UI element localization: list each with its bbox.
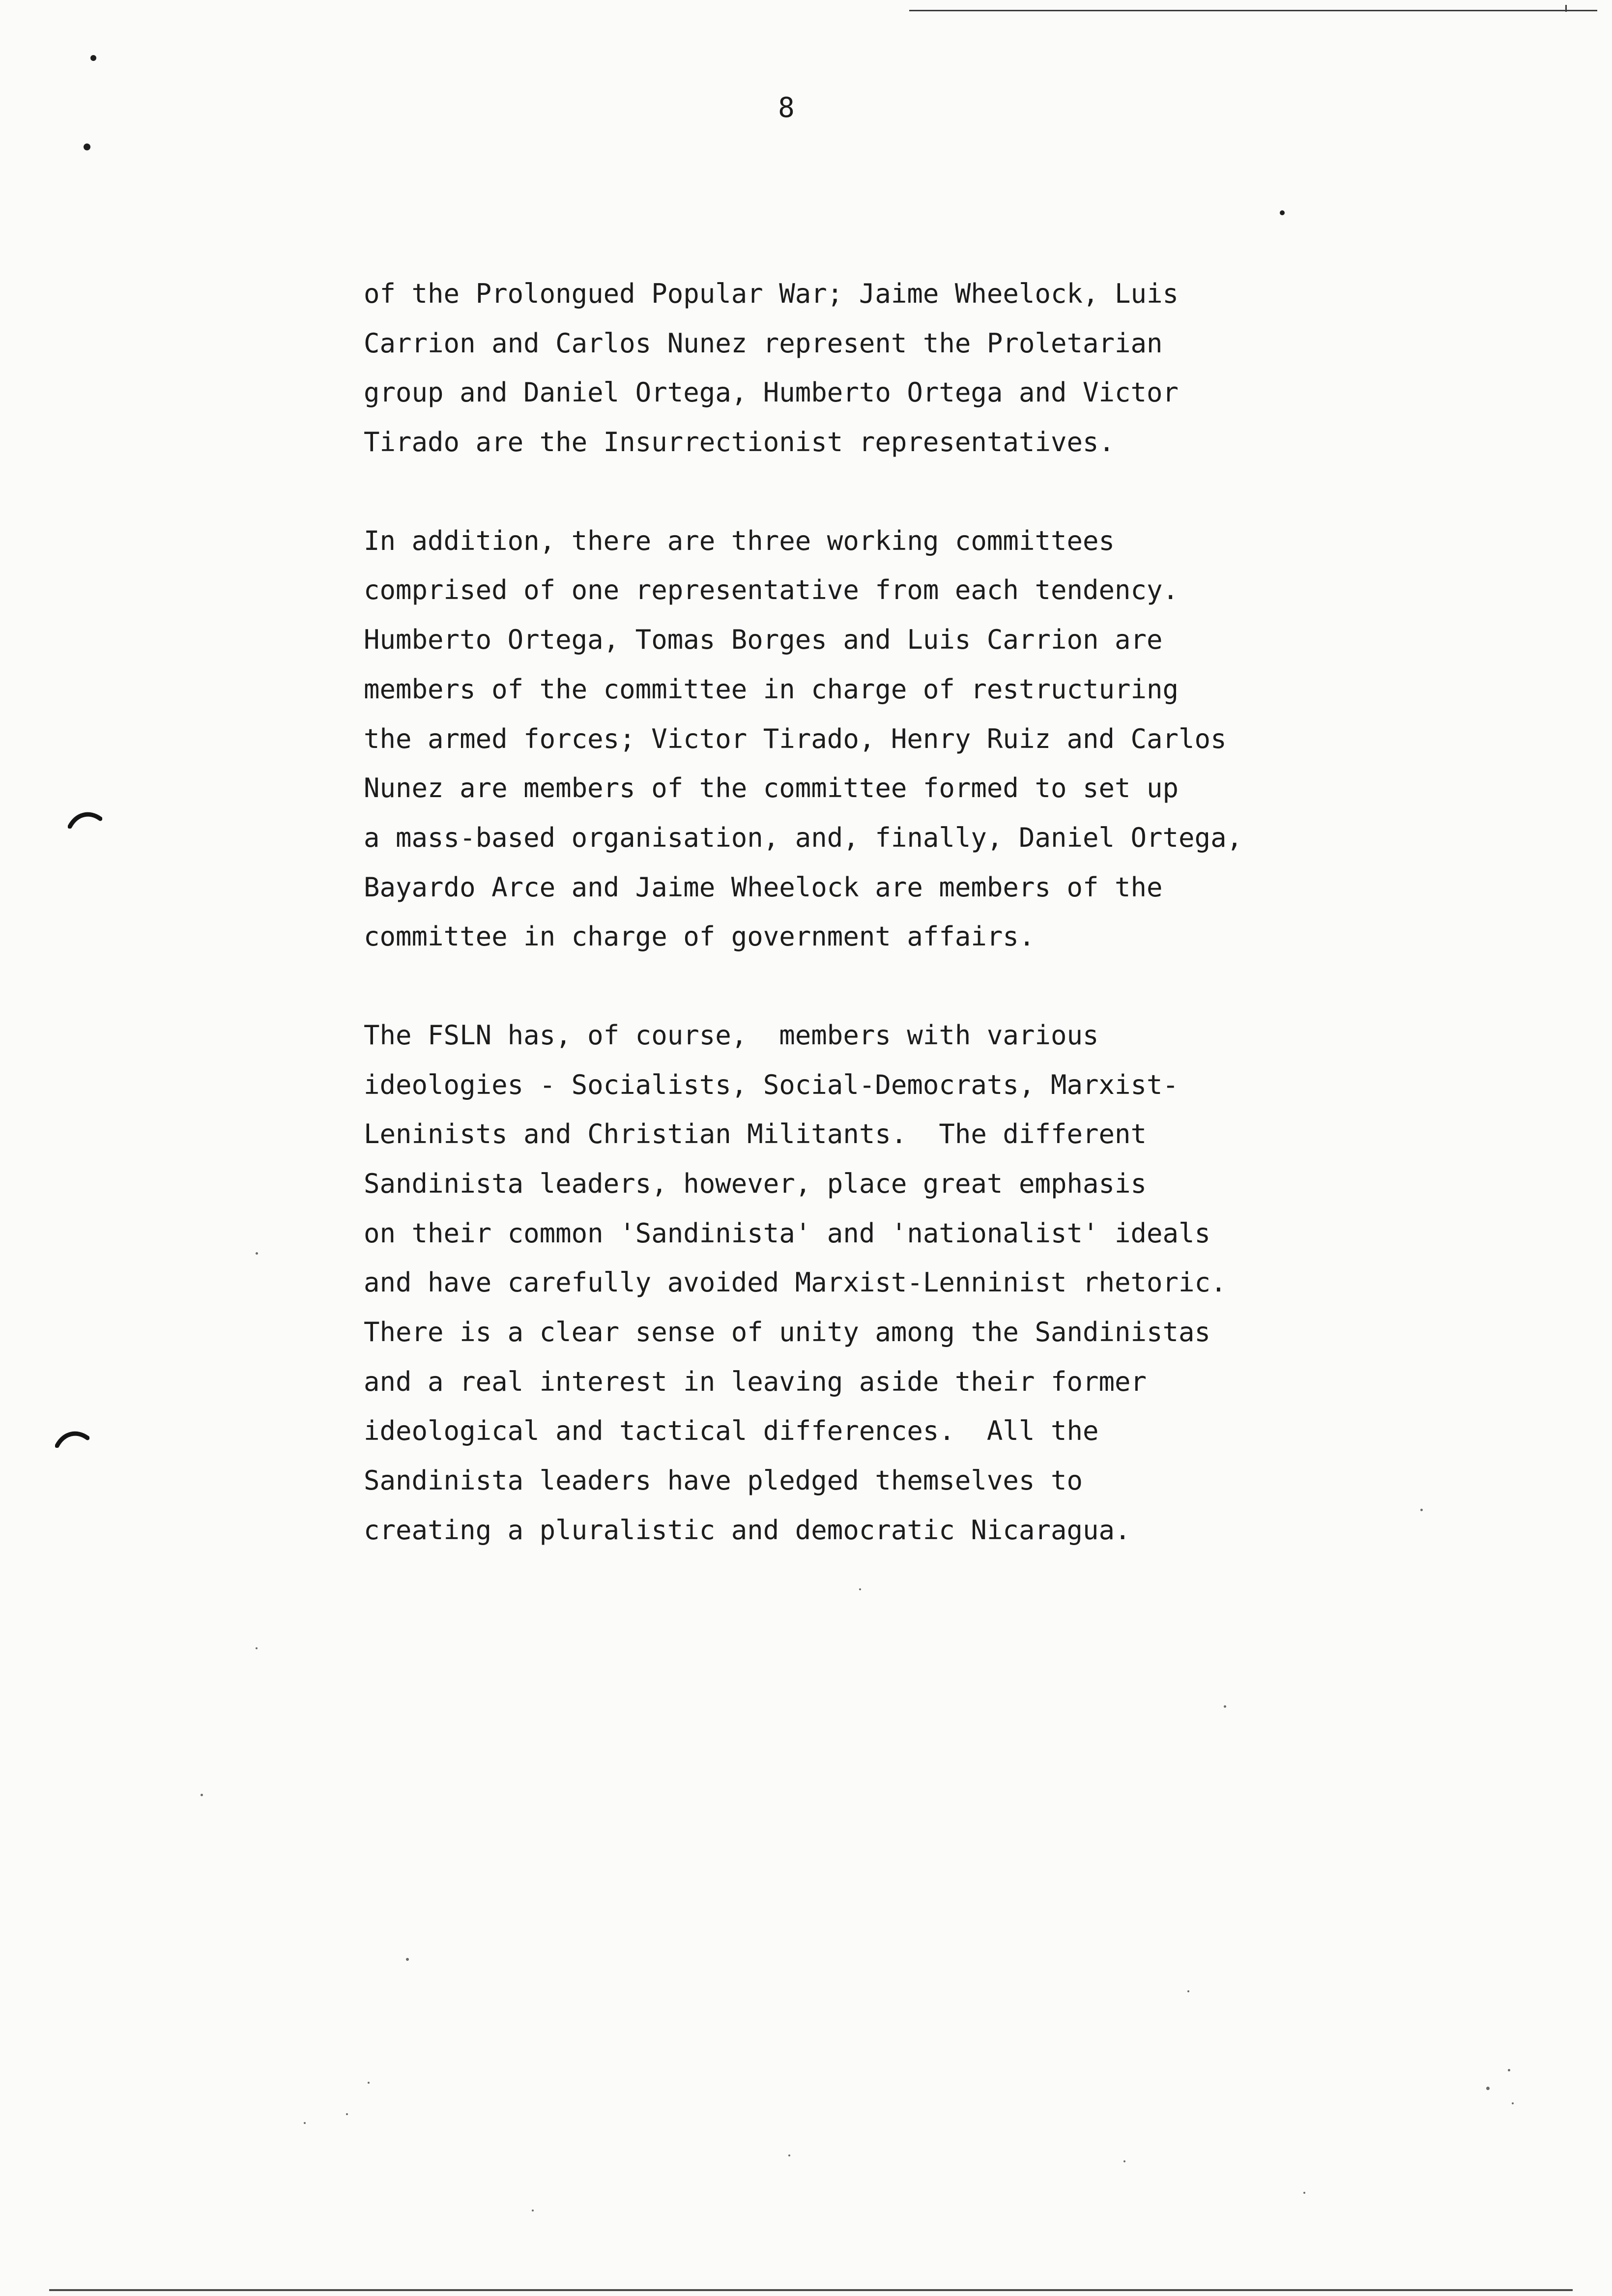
text-line: and have carefully avoided Marxist-Lenninist rhetoric. [364, 1267, 1227, 1298]
text-line: The FSLN has, of course, members with various [364, 1019, 1099, 1051]
paragraph-2 [364, 517, 1445, 962]
text-line: on their common 'Sandinista' and 'nationalist' ideals [364, 1217, 1211, 1249]
text-line: committee in charge of government affairs. [364, 921, 1035, 952]
text-line: Sandinista leaders have pledged themselves to [364, 1465, 1083, 1496]
scan-speck [346, 2113, 348, 2115]
punch-mark-upper [68, 810, 102, 829]
scan-speck [201, 1794, 203, 1796]
scan-speck [1512, 2102, 1514, 2104]
top-edge-rule-tick [1565, 5, 1567, 12]
text-line: Leninists and Christian Militants. The different [364, 1119, 1147, 1150]
text-line: comprised of one representative from each tendency. [364, 574, 1179, 606]
binder-hole-dot-top [90, 55, 96, 61]
text-line: members of the committee in charge of restructuring [364, 673, 1179, 705]
text-line: Carrion and Carlos Nunez represent the Proletarian [364, 327, 1163, 359]
scan-speck [406, 1958, 409, 1961]
text-line: and a real interest in leaving aside their former [364, 1366, 1147, 1397]
text-line: of the Prolongued Popular War; Jaime Wheelock, Luis [364, 278, 1179, 309]
binder-hole-dot-upper [84, 144, 90, 150]
text-line: Bayardo Arce and Jaime Wheelock are members of the [364, 871, 1163, 903]
scan-speck [532, 2210, 534, 2211]
page-number: 8 [778, 92, 795, 124]
scan-speck [1123, 2160, 1125, 2162]
text-line: the armed forces; Victor Tirado, Henry Ruiz and Carlos [364, 723, 1227, 754]
paragraph-3 [364, 1011, 1445, 1555]
text-line: Tirado are the Insurrectionist representatives. [364, 427, 1115, 458]
text-line: a mass-based organisation, and, finally, Daniel Ortega, [364, 822, 1243, 853]
scan-speck [1224, 1705, 1226, 1708]
scan-speck [256, 1647, 258, 1649]
stray-dot-right [1280, 210, 1285, 215]
text-line: ideological and tactical differences. All the [364, 1415, 1099, 1447]
body-text [364, 269, 1445, 1605]
scan-speck [368, 2082, 370, 2084]
scan-speck [1508, 2069, 1510, 2071]
text-line: Nunez are members of the committee formed to set up [364, 773, 1179, 804]
scan-speck [1486, 2087, 1490, 2090]
text-line: There is a clear sense of unity among the Sandinistas [364, 1317, 1211, 1348]
text-line: Sandinista leaders, however, place great emphasis [364, 1168, 1147, 1199]
text-line: ideologies - Socialists, Social-Democrats, Marxist- [364, 1069, 1179, 1100]
text-line: In addition, there are three working committees [364, 525, 1115, 556]
top-edge-rule [909, 10, 1597, 11]
scan-speck [1303, 2192, 1305, 2194]
scan-speck [256, 1252, 258, 1255]
paragraph-1 [364, 269, 1445, 467]
bottom-edge-rule [49, 2289, 1573, 2291]
scan-speck [1187, 1990, 1189, 1992]
punch-mark-lower [55, 1429, 89, 1448]
text-line: group and Daniel Ortega, Humberto Ortega and Victor [364, 377, 1179, 408]
text-line: creating a pluralistic and democratic Nicaragua. [364, 1514, 1131, 1546]
text-line: Humberto Ortega, Tomas Borges and Luis Carrion are [364, 624, 1163, 656]
scan-speck [788, 2154, 790, 2156]
scan-speck [304, 2122, 306, 2124]
